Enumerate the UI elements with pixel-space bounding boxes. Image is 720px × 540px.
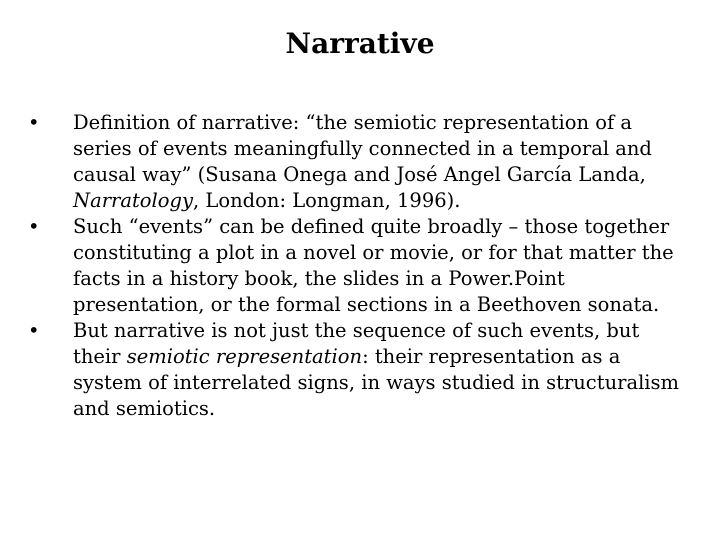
bullet-item (28, 214, 688, 318)
emphasized-term: semiotic representation (126, 345, 363, 368)
bullet-text: But narrative is not just the sequence of such events, but their (73, 319, 640, 368)
bullet-icon: • (28, 215, 40, 238)
bullet-item (28, 110, 688, 214)
slide-title: Narrative (285, 27, 435, 60)
bullet-icon: • (28, 111, 40, 134)
bullet-text: , London: Longman, 1996). (193, 189, 461, 212)
bullet-text: Such “events” can be defined quite broadly – those together constituting a plot in a novel or movie, or for that matter the facts in a history book, the slides in a Power.Point presentation, or the formal sections in a Beethoven sonata. (73, 215, 674, 316)
bullet-text: Definition of narrative: “the semiotic representation of a series of events meaningfully connected in a temporal and causal way” (Susana Onega and José Angel García Landa, (73, 111, 652, 186)
bullet-icon: • (28, 319, 40, 342)
bullet-text: : their representation as a system of interrelated signs, in ways studied in structuralism and semiotics. (73, 345, 680, 420)
bullet-list (28, 110, 688, 422)
book-title: Narratology (73, 189, 194, 212)
bullet-item (28, 318, 688, 422)
